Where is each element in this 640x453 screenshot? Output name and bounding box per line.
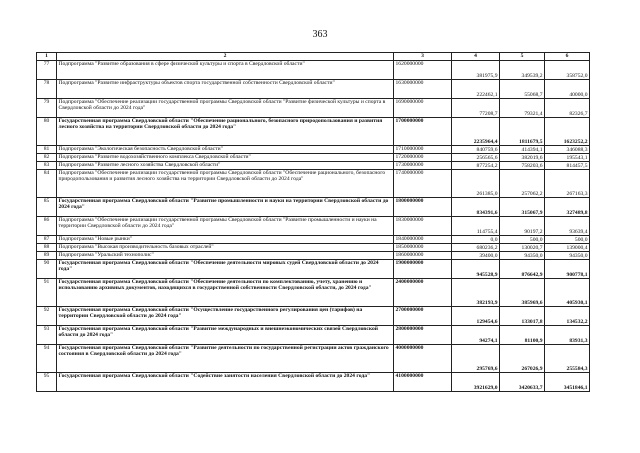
row-value-col4: 256565,6	[452, 154, 500, 162]
row-description: Подпрограмма "Обеспечение реализации государственной программы Свердловской области "Развитие физической культуры и спорта в Свердловской области до 2024 года"	[57, 99, 394, 118]
table-row	[37, 217, 590, 236]
row-number: 94	[37, 345, 57, 373]
row-description: Государственная программа Свердловской области "Обеспечение деятельности мировых судей Свердловской области до 2024 года"	[57, 260, 394, 279]
header-cell: 3	[394, 53, 452, 61]
header-cell: 6	[545, 53, 590, 61]
row-value-col5: 414394,1	[500, 146, 545, 154]
row-value-col6: 267163,3	[545, 170, 590, 198]
row-value-col5: 133017,8	[500, 307, 545, 326]
row-value-col4: 129454,6	[452, 307, 500, 326]
table-row	[37, 260, 590, 279]
row-value-col4: 382193,9	[452, 279, 500, 307]
row-value-col5: 94350,0	[500, 252, 545, 260]
row-value-col4: 945528,9	[452, 260, 500, 279]
row-description: Государственная программа Свердловской области "Развитие деятельности по государственной регистрации актов гражданского состояния в Свердловской области до 2024 года"	[57, 345, 394, 373]
row-value-col6: 814457,5	[545, 162, 590, 170]
header-cell: 2	[57, 53, 394, 61]
row-number: 91	[37, 279, 57, 307]
row-value-col4: 39400,0	[452, 252, 500, 260]
row-code: 1730000000	[394, 162, 452, 170]
row-value-col6: 40000,0	[545, 80, 590, 99]
row-value-col5: 876642,9	[500, 260, 545, 279]
row-value-col4: 381975,9	[452, 61, 500, 80]
row-value-col5: 130020,7	[500, 244, 545, 252]
table-row	[37, 326, 590, 345]
row-value-col4: 834391,6	[452, 198, 500, 217]
row-value-col5: 1811679,5	[500, 118, 545, 146]
row-value-col4: 877254,2	[452, 162, 500, 170]
row-number: 77	[37, 61, 57, 80]
row-value-col4: 94274,1	[452, 326, 500, 345]
row-value-col5: 758203,6	[500, 162, 545, 170]
row-value-col5: 315067,9	[500, 198, 545, 217]
table-row	[37, 154, 590, 162]
row-code: 2700000000	[394, 307, 452, 326]
table-row	[37, 80, 590, 99]
row-description: Подпрограмма "Высокая производительность базовых отраслей"	[57, 244, 394, 252]
table-row	[37, 99, 590, 118]
table-row	[37, 118, 590, 146]
row-value-col5: 79321,4	[500, 99, 545, 118]
row-number: 85	[37, 198, 57, 217]
row-value-col6: 358752,0	[545, 61, 590, 80]
row-number: 84	[37, 170, 57, 198]
row-description: Подпрограмма "Новые рынки"	[57, 236, 394, 244]
row-description: Государственная программа Свердловской области "Содействие занятости населения Свердловской области до 2024 года"	[57, 373, 394, 392]
table-row	[37, 198, 590, 217]
row-value-col6: 83931,3	[545, 326, 590, 345]
row-value-col5: 90197,2	[500, 217, 545, 236]
row-number: 80	[37, 118, 57, 146]
row-description: Подпрограмма "Развитие водохозяйственного комплекса Свердловской области"	[57, 154, 394, 162]
row-code: 1740000000	[394, 170, 452, 198]
row-description: Государственная программа Свердловской области "Развитие международных и внешнеэкономических связей Свердловской области до 2024 года"	[57, 326, 394, 345]
row-number: 81	[37, 146, 57, 154]
row-code: 1860000000	[394, 252, 452, 260]
table-row	[37, 244, 590, 252]
row-number: 87	[37, 236, 57, 244]
row-number: 95	[37, 373, 57, 392]
row-code: 1900000000	[394, 260, 452, 279]
row-value-col4: 0,0	[452, 236, 500, 244]
header-cell: 4	[452, 53, 500, 61]
row-code: 2400000000	[394, 279, 452, 307]
row-value-col6: 900778,1	[545, 260, 590, 279]
row-value-col6: 255584,3	[545, 345, 590, 373]
row-value-col4: 3921629,0	[452, 373, 500, 392]
table-row	[37, 279, 590, 307]
row-description: Подпрограмма "Уральский технополис"	[57, 252, 394, 260]
table-row	[37, 236, 590, 244]
row-number: 83	[37, 162, 57, 170]
table-body	[37, 53, 590, 392]
row-description: Государственная программа Свердловской области "Обеспечение деятельности по комплектованию, учету, хранению и использованию архивных документов, находящихся в государственной собственности Свердловской области, до 2024 года"	[57, 279, 394, 307]
row-number: 88	[37, 244, 57, 252]
row-value-col6: 346088,3	[545, 146, 590, 154]
row-description: Подпрограмма "Развитие образования в сфере физической культуры и спорта в Свердловской области"	[57, 61, 394, 80]
row-value-col6: 139000,4	[545, 244, 590, 252]
row-value-col4: 2235964,4	[452, 118, 500, 146]
row-value-col6: 327489,8	[545, 198, 590, 217]
row-value-col6: 195543,1	[545, 154, 590, 162]
table-row	[37, 162, 590, 170]
row-number: 86	[37, 217, 57, 236]
row-value-col6: 1623252,2	[545, 118, 590, 146]
row-value-col4: 114755,4	[452, 217, 500, 236]
row-value-col6: 3451846,1	[545, 373, 590, 392]
page-number: 363	[312, 29, 328, 40]
row-code: 1720000000	[394, 154, 452, 162]
row-value-col4: 261385,0	[452, 170, 500, 198]
row-value-col4: 680236,2	[452, 244, 500, 252]
row-number: 93	[37, 326, 57, 345]
row-description: Подпрограмма "Экологическая безопасность Свердловской области"	[57, 146, 394, 154]
row-description: Подпрограмма "Развитие инфраструктуры объектов спорта государственной собственности Свердловской области"	[57, 80, 394, 99]
table-row	[37, 252, 590, 260]
row-number: 89	[37, 252, 57, 260]
table-header-row	[37, 53, 590, 61]
row-code: 1710000000	[394, 146, 452, 154]
row-code: 1800000000	[394, 198, 452, 217]
row-number: 78	[37, 80, 57, 99]
row-value-col4: 77208,7	[452, 99, 500, 118]
table-row	[37, 373, 590, 392]
table-row	[37, 345, 590, 373]
row-code: 1850000000	[394, 244, 452, 252]
row-description: Подпрограмма "Обеспечение реализации государственной программы Свердловской области "Развитие промышленности и науки на территории Свердловской области до 2024 года"	[57, 217, 394, 236]
row-code: 4100000000	[394, 373, 452, 392]
row-number: 90	[37, 260, 57, 279]
row-value-col6: 94350,0	[545, 252, 590, 260]
row-value-col6: 500,0	[545, 236, 590, 244]
row-value-col5: 382019,6	[500, 154, 545, 162]
row-value-col5: 349539,2	[500, 61, 545, 80]
row-code: 1830000000	[394, 217, 452, 236]
row-description: Государственная программа Свердловской области "Развитие промышленности и науки на территории Свердловской области до 2024 года"	[57, 198, 394, 217]
row-code: 1700000000	[394, 118, 452, 146]
row-code: 2800000000	[394, 326, 452, 345]
header-cell: 5	[500, 53, 545, 61]
table-row	[37, 61, 590, 80]
row-number: 82	[37, 154, 57, 162]
row-code: 4000000000	[394, 345, 452, 373]
row-description: Государственная программа Свердловской области "Осуществление государственного регулирования цен (тарифов) на территории Свердловской области до 2024 года"	[57, 307, 394, 326]
row-value-col5: 81100,9	[500, 326, 545, 345]
row-value-col5: 3420633,7	[500, 373, 545, 392]
table-row	[37, 307, 590, 326]
row-description: Подпрограмма "Обеспечение реализации государственной программы Свердловской области "Обеспечение рационального, безопасного природопользования и развития лесного хозяйства на территории Свердловской области до 2024 года"	[57, 170, 394, 198]
row-value-col5: 385969,6	[500, 279, 545, 307]
row-value-col4: 222462,1	[452, 80, 500, 99]
row-number: 92	[37, 307, 57, 326]
row-value-col5: 500,0	[500, 236, 545, 244]
row-description: Государственная программа Свердловской области "Обеспечение рационального, безопасного природопользования и развития лесного хозяйства на территории Свердловской области до 2024 года"	[57, 118, 394, 146]
table-row	[37, 170, 590, 198]
row-value-col4: 295769,6	[452, 345, 500, 373]
budget-table	[36, 52, 590, 392]
row-code: 1620000000	[394, 61, 452, 80]
row-value-col5: 55068,7	[500, 80, 545, 99]
row-code: 1840000000	[394, 236, 452, 244]
row-value-col5: 267026,9	[500, 345, 545, 373]
row-number: 79	[37, 99, 57, 118]
row-value-col6: 82326,7	[545, 99, 590, 118]
row-description: Подпрограмма "Развитие лесного хозяйства Свердловской области"	[57, 162, 394, 170]
row-value-col6: 134532,2	[545, 307, 590, 326]
row-value-col4: 840759,6	[452, 146, 500, 154]
header-cell: 1	[37, 53, 57, 61]
row-code: 1690000000	[394, 99, 452, 118]
row-value-col6: 93639,4	[545, 217, 590, 236]
table-row	[37, 146, 590, 154]
row-value-col6: 405930,1	[545, 279, 590, 307]
row-code: 1630000000	[394, 80, 452, 99]
row-value-col5: 257062,2	[500, 170, 545, 198]
